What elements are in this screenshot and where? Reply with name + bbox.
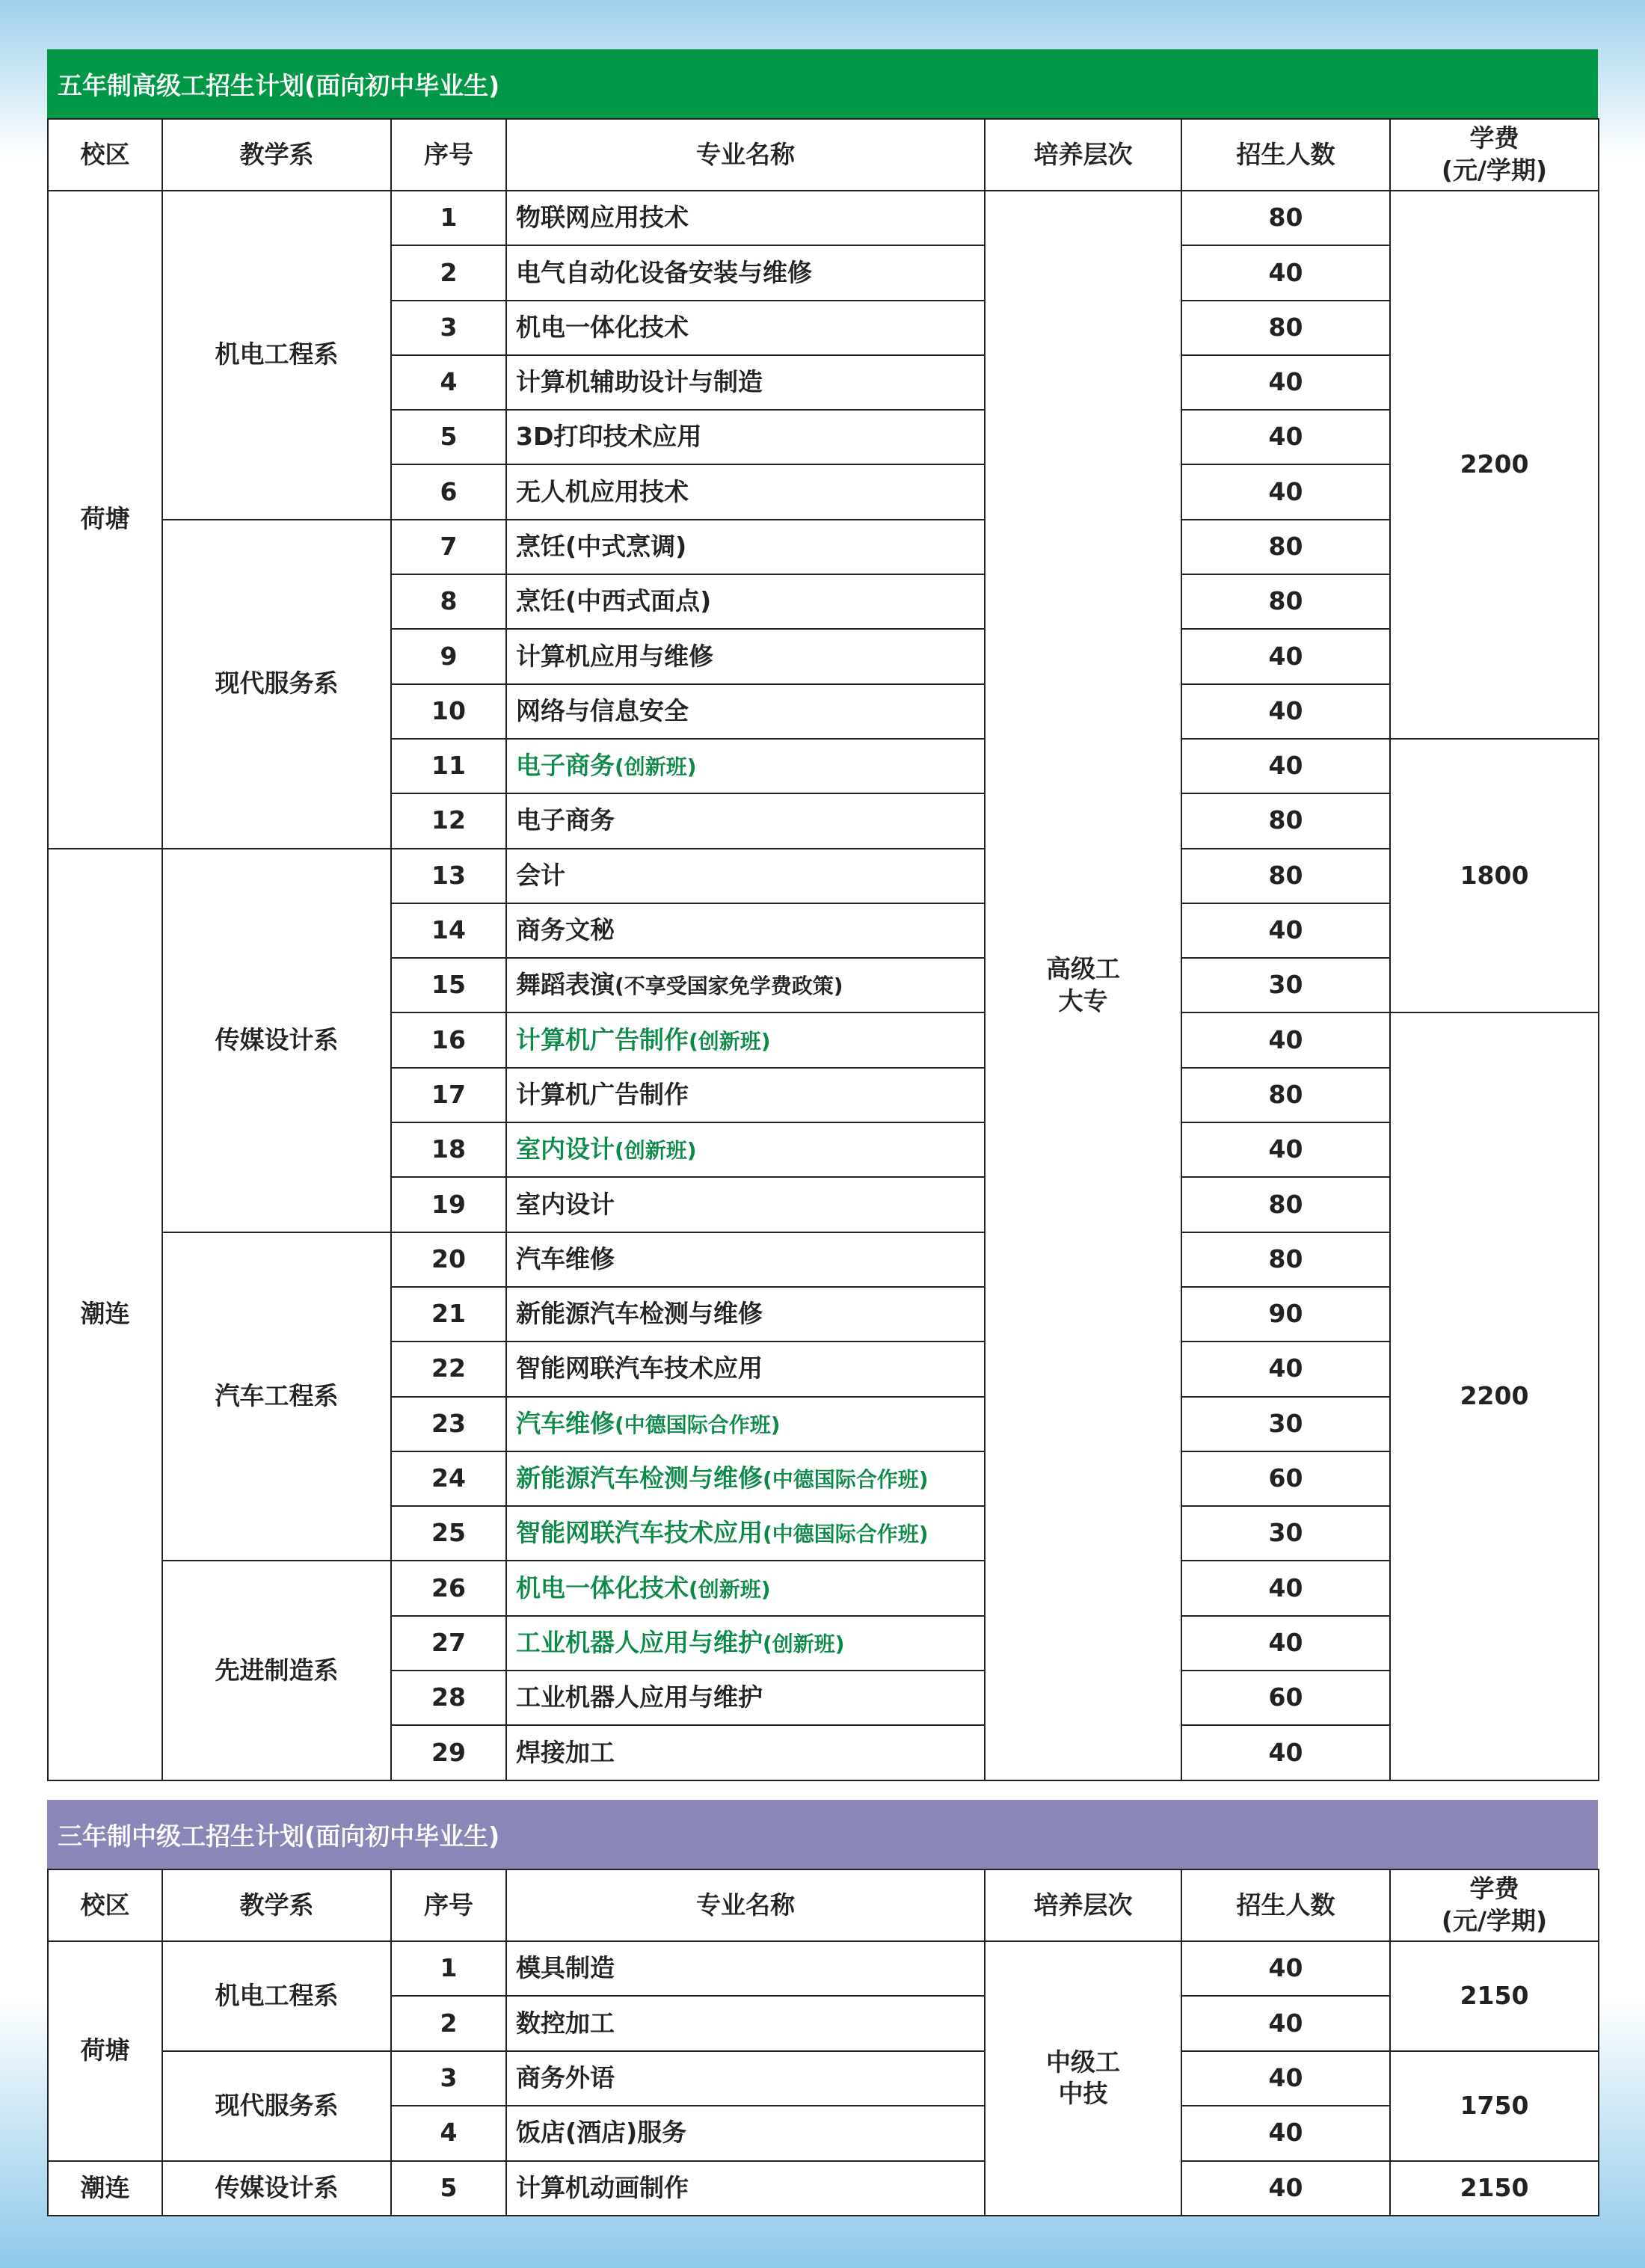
fee-cell: 1800 [1390, 739, 1599, 1012]
count-cell: 40 [1181, 464, 1390, 519]
count-cell: 40 [1181, 1725, 1390, 1780]
level-label: 中级工 [1046, 2047, 1120, 2077]
major-name: 网络与信息安全 [516, 695, 689, 725]
header-fee [1390, 1869, 1599, 1941]
seq-cell: 2 [391, 1996, 506, 2050]
major-name-cell [506, 2161, 985, 2216]
major-name-cell [506, 355, 985, 410]
table-row [48, 1561, 1599, 1615]
major-note: (创新班) [763, 1631, 845, 1656]
header-fee-unit: (元/学期) [1441, 156, 1548, 185]
major-name: 工业机器人应用与维护 [516, 1682, 763, 1712]
header-dept: 教学系 [162, 1869, 391, 1941]
major-name-cell [506, 1725, 985, 1780]
count-cell: 80 [1181, 1232, 1390, 1287]
seq-cell: 16 [391, 1012, 506, 1067]
header-campus: 校区 [48, 1869, 162, 1941]
major-name-cell [506, 1561, 985, 1615]
seq-cell: 25 [391, 1506, 506, 1561]
count-cell: 80 [1181, 1068, 1390, 1122]
major-name: 新能源汽车检测与维修 [516, 1299, 763, 1329]
major-name: 机电一体化技术 [516, 1573, 689, 1602]
table-row [48, 2161, 1599, 2216]
count-cell: 80 [1181, 1177, 1390, 1232]
dept-cell: 机电工程系 [162, 191, 391, 520]
major-name-cell [506, 1616, 985, 1671]
major-name-cell [506, 1671, 985, 1725]
major-name: 烹饪(中式烹调) [516, 531, 687, 561]
count-cell: 40 [1181, 903, 1390, 958]
table-row [48, 1232, 1599, 1287]
major-note: (中德国际合作班) [615, 1412, 781, 1437]
major-name-cell [506, 1287, 985, 1342]
fee-cell: 2200 [1390, 191, 1599, 739]
major-name: 舞蹈表演 [516, 970, 615, 1000]
dept-cell: 现代服务系 [162, 520, 391, 849]
fee-cell: 2150 [1390, 1941, 1599, 2051]
count-cell: 40 [1181, 1122, 1390, 1177]
five-year-plan-panel [47, 49, 1598, 1781]
level-cell [985, 1941, 1181, 2216]
major-note: (创新班) [615, 755, 697, 780]
major-name: 商务文秘 [516, 915, 615, 945]
header-row [48, 1869, 1599, 1941]
seq-cell: 18 [391, 1122, 506, 1177]
count-cell: 80 [1181, 301, 1390, 355]
major-name-cell [506, 739, 985, 793]
dept-cell: 现代服务系 [162, 2051, 391, 2161]
table-row [48, 2051, 1599, 2106]
seq-cell: 3 [391, 301, 506, 355]
table-row [48, 1941, 1599, 1996]
count-cell: 60 [1181, 1451, 1390, 1506]
level-label: 高级工 [1046, 953, 1120, 983]
seq-cell: 28 [391, 1671, 506, 1725]
count-cell: 80 [1181, 793, 1390, 848]
major-name-cell [506, 301, 985, 355]
dept-cell: 传媒设计系 [162, 2161, 391, 2216]
level-label: 大专 [1058, 986, 1108, 1015]
major-name: 计算机广告制作 [516, 1024, 689, 1054]
count-cell: 40 [1181, 1616, 1390, 1671]
campus-cell: 潮连 [48, 2161, 162, 2216]
major-name-cell [506, 2051, 985, 2106]
seq-cell: 19 [391, 1177, 506, 1232]
count-cell: 40 [1181, 410, 1390, 464]
major-name: 计算机动画制作 [516, 2172, 689, 2202]
campus-cell: 荷塘 [48, 191, 162, 849]
header-name: 专业名称 [506, 119, 985, 191]
seq-cell: 21 [391, 1287, 506, 1342]
seq-cell: 5 [391, 410, 506, 464]
major-name-cell [506, 520, 985, 574]
count-cell: 40 [1181, 1941, 1390, 1996]
count-cell: 40 [1181, 1342, 1390, 1396]
major-name: 工业机器人应用与维护 [516, 1627, 763, 1657]
major-name: 电子商务 [516, 751, 615, 781]
major-name-cell [506, 1068, 985, 1122]
major-name-cell [506, 793, 985, 848]
major-name-cell [506, 958, 985, 1012]
major-name: 计算机广告制作 [516, 1079, 689, 1109]
major-name: 模具制造 [516, 1953, 615, 1983]
major-name-cell [506, 1012, 985, 1067]
major-name: 物联网应用技术 [516, 203, 689, 233]
seq-cell: 11 [391, 739, 506, 793]
campus-cell: 潮连 [48, 849, 162, 1780]
seq-cell: 17 [391, 1068, 506, 1122]
major-name-cell [506, 1342, 985, 1396]
major-name-cell [506, 2106, 985, 2160]
major-name-cell [506, 191, 985, 245]
seq-cell: 22 [391, 1342, 506, 1396]
header-name: 专业名称 [506, 1869, 985, 1941]
seq-cell: 5 [391, 2161, 506, 2216]
major-name-cell [506, 849, 985, 903]
dept-cell: 汽车工程系 [162, 1232, 391, 1561]
count-cell: 40 [1181, 629, 1390, 683]
campus-cell: 荷塘 [48, 1941, 162, 2161]
major-name: 商务外语 [516, 2063, 615, 2093]
major-name: 智能网联汽车技术应用 [516, 1353, 763, 1383]
seq-cell: 14 [391, 903, 506, 958]
five-year-plan-title: 五年制高级工招生计划(面向初中毕业生) [47, 49, 1598, 118]
major-name: 数控加工 [516, 2008, 615, 2038]
level-label: 中技 [1058, 2079, 1108, 2109]
major-name: 焊接加工 [516, 1737, 615, 1767]
major-name: 计算机应用与维修 [516, 641, 713, 671]
major-note: (创新班) [689, 1028, 771, 1054]
major-name: 汽车维修 [516, 1244, 615, 1273]
count-cell: 30 [1181, 958, 1390, 1012]
seq-cell: 26 [391, 1561, 506, 1615]
header-fee-label: 学费 [1469, 1874, 1519, 1904]
seq-cell: 3 [391, 2051, 506, 2106]
major-name-cell [506, 684, 985, 739]
major-name-cell [506, 410, 985, 464]
seq-cell: 2 [391, 245, 506, 300]
seq-cell: 29 [391, 1725, 506, 1780]
count-cell: 40 [1181, 2161, 1390, 2216]
count-cell: 40 [1181, 1996, 1390, 2050]
major-name: 机电一体化技术 [516, 312, 689, 342]
major-name-cell [506, 245, 985, 300]
major-name: 新能源汽车检测与维修 [516, 1463, 763, 1493]
seq-cell: 4 [391, 355, 506, 410]
count-cell: 40 [1181, 245, 1390, 300]
header-campus: 校区 [48, 119, 162, 191]
seq-cell: 10 [391, 684, 506, 739]
count-cell: 40 [1181, 355, 1390, 410]
dept-cell: 先进制造系 [162, 1561, 391, 1780]
count-cell: 80 [1181, 574, 1390, 629]
header-count: 招生人数 [1181, 1869, 1390, 1941]
major-name: 3D打印技术应用 [516, 422, 702, 452]
table-row [48, 520, 1599, 574]
dept-cell: 传媒设计系 [162, 849, 391, 1232]
major-name-cell [506, 903, 985, 958]
header-dept: 教学系 [162, 119, 391, 191]
seq-cell: 23 [391, 1397, 506, 1451]
count-cell: 80 [1181, 520, 1390, 574]
major-name: 会计 [516, 860, 565, 890]
count-cell: 40 [1181, 2051, 1390, 2106]
seq-cell: 8 [391, 574, 506, 629]
major-name: 电子商务 [516, 805, 615, 835]
major-name-cell [506, 1397, 985, 1451]
seq-cell: 24 [391, 1451, 506, 1506]
table-row [48, 849, 1599, 903]
header-fee-unit: (元/学期) [1441, 1906, 1548, 1935]
major-name-cell [506, 1177, 985, 1232]
header-seq: 序号 [391, 119, 506, 191]
count-cell: 30 [1181, 1506, 1390, 1561]
major-name: 智能网联汽车技术应用 [516, 1518, 763, 1548]
major-note: (中德国际合作班) [763, 1522, 929, 1547]
fee-cell: 2150 [1390, 2161, 1599, 2216]
major-name-cell [506, 1451, 985, 1506]
header-row [48, 119, 1599, 191]
seq-cell: 1 [391, 191, 506, 245]
major-note: (不享受国家免学费政策) [615, 974, 843, 999]
major-name-cell [506, 1506, 985, 1561]
major-name: 计算机辅助设计与制造 [516, 367, 763, 397]
seq-cell: 6 [391, 464, 506, 519]
major-name-cell [506, 464, 985, 519]
major-note: (创新班) [615, 1138, 697, 1164]
seq-cell: 4 [391, 2106, 506, 2160]
major-note: (创新班) [689, 1576, 771, 1602]
major-name: 室内设计 [516, 1189, 615, 1219]
count-cell: 40 [1181, 2106, 1390, 2160]
major-name: 汽车维修 [516, 1408, 615, 1438]
header-fee-label: 学费 [1469, 123, 1519, 153]
major-name-cell [506, 1232, 985, 1287]
count-cell: 60 [1181, 1671, 1390, 1725]
three-year-plan-panel [47, 1800, 1598, 2216]
seq-cell: 9 [391, 629, 506, 683]
count-cell: 30 [1181, 1397, 1390, 1451]
header-level: 培养层次 [985, 1869, 1181, 1941]
fee-cell: 2200 [1390, 1012, 1599, 1780]
three-year-plan-title: 三年制中级工招生计划(面向初中毕业生) [47, 1800, 1598, 1869]
major-name-cell [506, 1996, 985, 2050]
header-level: 培养层次 [985, 119, 1181, 191]
seq-cell: 12 [391, 793, 506, 848]
major-name-cell [506, 1941, 985, 1996]
major-name: 室内设计 [516, 1134, 615, 1164]
three-year-plan-table [47, 1869, 1599, 2216]
seq-cell: 13 [391, 849, 506, 903]
seq-cell: 20 [391, 1232, 506, 1287]
major-name: 电气自动化设备安装与维修 [516, 257, 812, 287]
seq-cell: 27 [391, 1616, 506, 1671]
count-cell: 80 [1181, 191, 1390, 245]
major-name-cell [506, 574, 985, 629]
fee-cell: 1750 [1390, 2051, 1599, 2161]
table-row [48, 191, 1599, 245]
major-note: (中德国际合作班) [763, 1467, 929, 1493]
count-cell: 40 [1181, 739, 1390, 793]
count-cell: 40 [1181, 1012, 1390, 1067]
major-name: 饭店(酒店)服务 [516, 2118, 687, 2148]
five-year-plan-table [47, 118, 1599, 1781]
major-name-cell [506, 629, 985, 683]
seq-cell: 1 [391, 1941, 506, 1996]
count-cell: 40 [1181, 684, 1390, 739]
count-cell: 90 [1181, 1287, 1390, 1342]
header-seq: 序号 [391, 1869, 506, 1941]
dept-cell: 机电工程系 [162, 1941, 391, 2051]
header-fee [1390, 119, 1599, 191]
major-name: 烹饪(中西式面点) [516, 586, 712, 616]
seq-cell: 15 [391, 958, 506, 1012]
header-count: 招生人数 [1181, 119, 1390, 191]
count-cell: 40 [1181, 1561, 1390, 1615]
level-cell [985, 191, 1181, 1780]
count-cell: 80 [1181, 849, 1390, 903]
major-name: 无人机应用技术 [516, 476, 689, 506]
seq-cell: 7 [391, 520, 506, 574]
major-name-cell [506, 1122, 985, 1177]
